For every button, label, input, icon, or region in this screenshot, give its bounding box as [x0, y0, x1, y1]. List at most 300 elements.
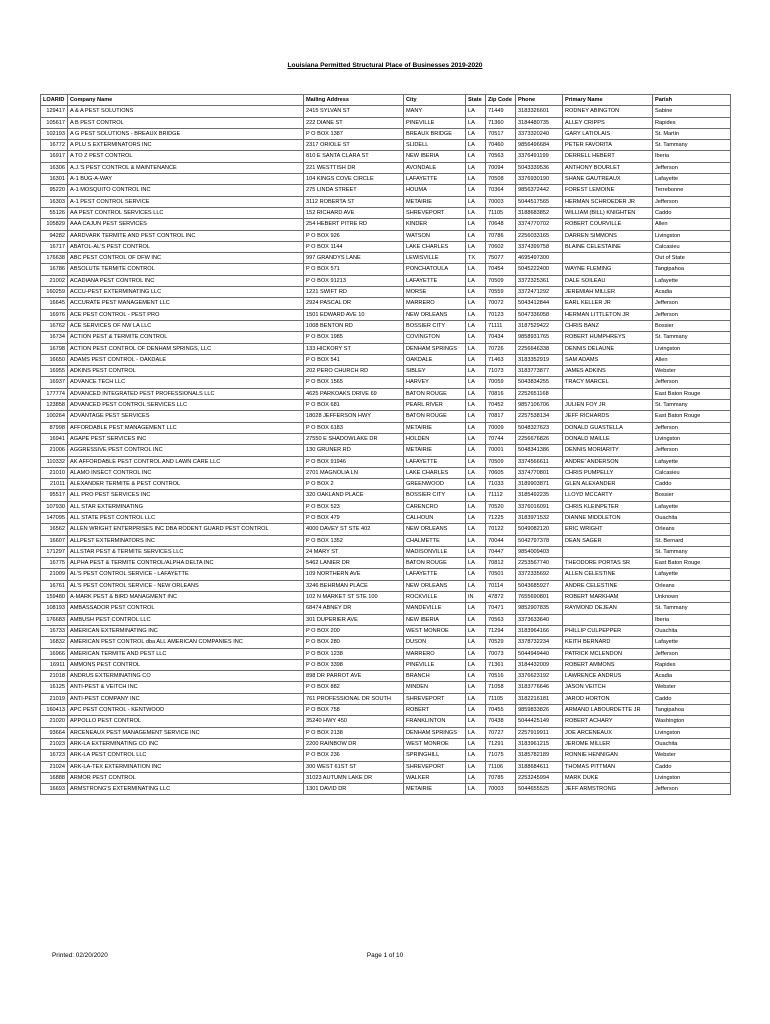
table-cell: LA: [466, 162, 486, 173]
table-cell: ARK-LA EXTERMINATING CO INC: [68, 738, 304, 749]
table-cell: P O BOX 758: [304, 705, 404, 716]
table-cell: NEW ORLEANS: [404, 580, 466, 591]
table-row: [41, 546, 731, 557]
table-cell: 3183773877: [516, 366, 563, 377]
table-cell: AA PEST CONTROL SERVICES LLC: [68, 207, 304, 218]
table-cell: ALL PRO PEST SERVICES INC: [68, 490, 304, 501]
table-cell: 2253567740: [516, 558, 563, 569]
table-cell: 27550 E SHADOWLAKE DR: [304, 433, 404, 444]
table-cell: 16734: [41, 332, 68, 343]
table-cell: LA: [466, 479, 486, 490]
table-cell: Caddo: [653, 761, 731, 772]
table-cell: 71075: [486, 750, 516, 761]
table-cell: SIBLEY: [404, 366, 466, 377]
table-cell: GLEN ALEXANDER: [563, 479, 653, 490]
table-row: [41, 580, 731, 591]
table-cell: LA: [466, 750, 486, 761]
column-header: Company Name: [68, 95, 304, 106]
table-cell: Jefferson: [653, 377, 731, 388]
table-cell: P O BOX 1565: [304, 377, 404, 388]
column-header: Primary Name: [563, 95, 653, 106]
table-cell: ADVANCED PEST CONTROL SERVICES LLC: [68, 400, 304, 411]
table-cell: 70726: [486, 343, 516, 354]
table-cell: 3374770801: [516, 467, 563, 478]
table-cell: CALHOUN: [404, 512, 466, 523]
table-cell: LA: [466, 275, 486, 286]
table-cell: DENHAM SPRINGS: [404, 727, 466, 738]
table-cell: LEWISVILLE: [404, 253, 466, 264]
table-cell: 221 WESTTISH DR: [304, 162, 404, 173]
table-row: [41, 603, 731, 614]
table-cell: 16717: [41, 241, 68, 252]
table-cell: 87998: [41, 422, 68, 433]
table-cell: APC PEST CONTROL - KENTWOOD: [68, 705, 304, 716]
table-cell: PINEVILLE: [404, 117, 466, 128]
table-cell: 159480: [41, 592, 68, 603]
table-cell: 16832: [41, 637, 68, 648]
table-cell: 4000 DAVEY ST STE 402: [304, 524, 404, 535]
table-cell: 71105: [486, 693, 516, 704]
table-row: [41, 377, 731, 388]
table-cell: 5044655525: [516, 784, 563, 795]
table-cell: 3184480735: [516, 117, 563, 128]
table-cell: 147095: [41, 512, 68, 523]
table-cell: Lafayette: [653, 456, 731, 467]
table-cell: LA: [466, 140, 486, 151]
table-cell: CHRIS KLEINPETER: [563, 501, 653, 512]
table-cell: BATON ROUGE: [404, 411, 466, 422]
table-cell: 102193: [41, 128, 68, 139]
table-cell: 71225: [486, 512, 516, 523]
table-cell: 9857106706: [516, 400, 563, 411]
table-cell: 70520: [486, 501, 516, 512]
table-cell: DENNIS MORIARITY: [563, 445, 653, 456]
table-cell: LA: [466, 106, 486, 117]
table-cell: BATON ROUGE: [404, 558, 466, 569]
table-cell: 70648: [486, 219, 516, 230]
table-row: [41, 230, 731, 241]
table-cell: LA: [466, 659, 486, 670]
table-cell: 3372325361: [516, 275, 563, 286]
table-cell: 3183776646: [516, 682, 563, 693]
table-cell: LAFAYETTE: [404, 569, 466, 580]
table-cell: Lafayette: [653, 174, 731, 185]
table-cell: LA: [466, 445, 486, 456]
table-row: [41, 569, 731, 580]
table-cell: LA: [466, 230, 486, 241]
table-cell: 3378732234: [516, 637, 563, 648]
table-cell: 100264: [41, 411, 68, 422]
table-cell: KINDER: [404, 219, 466, 230]
table-cell: 9852907835: [516, 603, 563, 614]
table-cell: LA: [466, 287, 486, 298]
table-cell: JEFF ARMSTRONG: [563, 784, 653, 795]
table-row: [41, 727, 731, 738]
table-cell: ALL STAR EXTERMINATING: [68, 501, 304, 512]
table-cell: Lafayette: [653, 501, 731, 512]
table-cell: 9858931765: [516, 332, 563, 343]
table-cell: 21009: [41, 569, 68, 580]
table-cell: ACADIANA PEST CONTROL INC: [68, 275, 304, 286]
table-cell: AMBUSH PEST CONTROL LLC: [68, 614, 304, 625]
table-cell: ROBERT MARKHAM: [563, 592, 653, 603]
table-cell: LAFAYETTE: [404, 456, 466, 467]
table-cell: 2415 SYLVAN ST: [304, 106, 404, 117]
table-row: [41, 648, 731, 659]
table-cell: 152 RICHARD AVE: [304, 207, 404, 218]
table-cell: 160413: [41, 705, 68, 716]
table-cell: 71073: [486, 366, 516, 377]
table-cell: DUSON: [404, 637, 466, 648]
table-cell: Jefferson: [653, 162, 731, 173]
table-row: [41, 117, 731, 128]
table-cell: Lafayette: [653, 275, 731, 286]
table-cell: ANTI-PEST & VEITCH INC: [68, 682, 304, 693]
table-cell: 55126: [41, 207, 68, 218]
table-cell: 16562: [41, 524, 68, 535]
table-cell: Orleans: [653, 580, 731, 591]
table-cell: 202 PERO CHURCH RD: [304, 366, 404, 377]
table-row: [41, 366, 731, 377]
table-cell: AMERICAN EXTERMINATING INC: [68, 625, 304, 636]
table-cell: Webster: [653, 366, 731, 377]
table-cell: 2256033165: [516, 230, 563, 241]
table-cell: 16723: [41, 750, 68, 761]
table-cell: LA: [466, 467, 486, 478]
table-cell: A-1 MOSQUITO CONTROL INC: [68, 185, 304, 196]
table-cell: Jefferson: [653, 445, 731, 456]
table-cell: METAIRIE: [404, 196, 466, 207]
table-cell: ACCURATE PEST MANAGEMENT LLC: [68, 298, 304, 309]
table-row: [41, 264, 731, 275]
table-cell: P O BOX 681: [304, 400, 404, 411]
table-cell: 5043412844: [516, 298, 563, 309]
table-cell: LAFAYETTE: [404, 275, 466, 286]
table-cell: 16762: [41, 320, 68, 331]
table-cell: 3182216181: [516, 693, 563, 704]
table-cell: ARCENEAUX PEST MANAGEMENT SERVICE INC: [68, 727, 304, 738]
table-cell: LA: [466, 151, 486, 162]
table-cell: LA: [466, 772, 486, 783]
table-cell: 70438: [486, 716, 516, 727]
table-cell: 5043834255: [516, 377, 563, 388]
table-row: [41, 207, 731, 218]
table-cell: [563, 253, 653, 264]
table-cell: ANDRE CELESTINE: [563, 580, 653, 591]
table-cell: WAYNE FLEMING: [563, 264, 653, 275]
table-cell: Allen: [653, 219, 731, 230]
table-cell: Bossier: [653, 320, 731, 331]
table-cell: 70123: [486, 309, 516, 320]
table-cell: 71106: [486, 761, 516, 772]
table-cell: AK AFFORDABLE PEST CONTROL AND LAWN CARE LLC: [68, 456, 304, 467]
table-cell: 16888: [41, 772, 68, 783]
table-row: [41, 343, 731, 354]
table-cell: 160259: [41, 287, 68, 298]
table-cell: ARMOR PEST CONTROL: [68, 772, 304, 783]
table-cell: Livingston: [653, 433, 731, 444]
table-cell: 110332: [41, 456, 68, 467]
table-cell: 9856496684: [516, 140, 563, 151]
column-header: Phone: [516, 95, 563, 106]
table-cell: LA: [466, 456, 486, 467]
table-cell: LA: [466, 490, 486, 501]
table-cell: LA: [466, 727, 486, 738]
table-cell: St. Bernard: [653, 535, 731, 546]
table-cell: ABSOLUTE TERMITE CONTROL: [68, 264, 304, 275]
table-cell: 3187529422: [516, 320, 563, 331]
table-cell: WILLIAM (BILL) KNIGHTEN: [563, 207, 653, 218]
table-cell: Caddo: [653, 693, 731, 704]
table-cell: ALLEY CRIPPS: [563, 117, 653, 128]
table-cell: Jefferson: [653, 309, 731, 320]
table-cell: Ouachita: [653, 625, 731, 636]
table-cell: 71058: [486, 682, 516, 693]
table-cell: SPRINGHILL: [404, 750, 466, 761]
table-cell: P O BOX 523: [304, 501, 404, 512]
table-cell: 21019: [41, 693, 68, 704]
table-cell: 24 MARY ST: [304, 546, 404, 557]
table-cell: ADVANTAGE PEST SERVICES: [68, 411, 304, 422]
table-row: [41, 524, 731, 535]
table-cell: 16966: [41, 648, 68, 659]
table-cell: IN: [466, 592, 486, 603]
table-cell: 3183352919: [516, 354, 563, 365]
table-cell: P O BOX 6183: [304, 422, 404, 433]
table-cell: DEAN SAGER: [563, 535, 653, 546]
table-cell: 3376930190: [516, 174, 563, 185]
table-cell: LA: [466, 422, 486, 433]
table-cell: DENHAM SPRINGS: [404, 343, 466, 354]
table-cell: ALLPEST EXTERMINATORS INC: [68, 535, 304, 546]
table-cell: Webster: [653, 750, 731, 761]
table-cell: LA: [466, 546, 486, 557]
table-cell: Unknown: [653, 592, 731, 603]
table-cell: Livingston: [653, 727, 731, 738]
table-cell: P O BOX 236: [304, 750, 404, 761]
table-cell: 3374399758: [516, 241, 563, 252]
table-cell: P O BOX 2: [304, 479, 404, 490]
table-cell: 70509: [486, 456, 516, 467]
table-cell: LA: [466, 411, 486, 422]
table-header-row: [41, 95, 731, 106]
table-cell: LA: [466, 433, 486, 444]
table-cell: LA: [466, 174, 486, 185]
table-row: [41, 716, 731, 727]
table-cell: 3184432009: [516, 659, 563, 670]
table-row: [41, 253, 731, 264]
table-cell: 130 GRUNER RD: [304, 445, 404, 456]
table-cell: 95517: [41, 490, 68, 501]
table-cell: 16125: [41, 682, 68, 693]
table-cell: Livingston: [653, 343, 731, 354]
table-cell: GARY LATIOLAIS: [563, 128, 653, 139]
table-cell: [563, 388, 653, 399]
table-cell: JULIEN FOY JR: [563, 400, 653, 411]
table-cell: Jefferson: [653, 648, 731, 659]
table-row: [41, 761, 731, 772]
table-cell: RONNIE HENNIGAN: [563, 750, 653, 761]
table-cell: Tangipahoa: [653, 264, 731, 275]
table-cell: 1301 DAVID DR: [304, 784, 404, 795]
table-row: [41, 682, 731, 693]
table-cell: 70003: [486, 784, 516, 795]
table-cell: 133 HICKORY ST: [304, 343, 404, 354]
table-cell: P O BOX 2138: [304, 727, 404, 738]
column-header: LOARID: [41, 95, 68, 106]
table-cell: AGAPE PEST SERVICES INC: [68, 433, 304, 444]
table-cell: CHRIS BANZ: [563, 320, 653, 331]
table-cell: 16955: [41, 366, 68, 377]
table-cell: NEW IBERIA: [404, 614, 466, 625]
table-cell: ADVANCED INTEGRATED PEST PROFESSIONALS LLC: [68, 388, 304, 399]
table-cell: ADAMS PEST CONTROL - OAKDALE: [68, 354, 304, 365]
table-row: [41, 467, 731, 478]
table-cell: 171297: [41, 546, 68, 557]
table-cell: St. Martin: [653, 128, 731, 139]
table-cell: 107930: [41, 501, 68, 512]
table-cell: 21024: [41, 761, 68, 772]
table-cell: ALPHA PEST & TERMITE CONTROL/ALPHA DELTA INC: [68, 558, 304, 569]
table-cell: AAA CAJUN PEST SERVICES: [68, 219, 304, 230]
table-cell: ALLEN CELESTINE: [563, 569, 653, 580]
table-cell: 31023 AUTUMN LAKE DR: [304, 772, 404, 783]
table-row: [41, 512, 731, 523]
table-cell: 810 E SANTA CLARA ST: [304, 151, 404, 162]
table-row: [41, 693, 731, 704]
table-cell: 3374566611: [516, 456, 563, 467]
table-cell: ARK-LA-TEX EXTERMINATION INC: [68, 761, 304, 772]
table-cell: P O BOX 926: [304, 230, 404, 241]
table-cell: P O BOX 280: [304, 637, 404, 648]
table-cell: 70812: [486, 558, 516, 569]
table-cell: WEST MONROE: [404, 625, 466, 636]
table-cell: 70529: [486, 637, 516, 648]
table-cell: AGGRESSIVE PEST CONTROL INC: [68, 445, 304, 456]
table-row: [41, 659, 731, 670]
table-cell: 21006: [41, 445, 68, 456]
table-cell: LA: [466, 693, 486, 704]
table-cell: P O BOX 200: [304, 625, 404, 636]
table-cell: 105829: [41, 219, 68, 230]
table-cell: LA: [466, 343, 486, 354]
table-cell: 16693: [41, 784, 68, 795]
table-cell: Ouachita: [653, 512, 731, 523]
table-cell: JASON VEITCH: [563, 682, 653, 693]
table-cell: AMERICAN PEST CONTROL dba ALL AMERICAN COMPANIES INC: [68, 637, 304, 648]
table-cell: JEROME MILLER: [563, 738, 653, 749]
table-cell: 16306: [41, 162, 68, 173]
table-cell: LA: [466, 185, 486, 196]
table-cell: 275 LINDA STREET: [304, 185, 404, 196]
table-cell: 9859833826: [516, 705, 563, 716]
table-cell: Livingston: [653, 772, 731, 783]
table-row: [41, 671, 731, 682]
table-cell: LA: [466, 332, 486, 343]
table-cell: 16786: [41, 264, 68, 275]
table-row: [41, 784, 731, 795]
table-row: [41, 772, 731, 783]
table-cell: 70094: [486, 162, 516, 173]
table-row: [41, 479, 731, 490]
table-row: [41, 174, 731, 185]
table-row: [41, 128, 731, 139]
table-cell: 21020: [41, 716, 68, 727]
table-cell: PINEVILLE: [404, 659, 466, 670]
table-cell: HERMAN SCHROEDER JR: [563, 196, 653, 207]
table-cell: LA: [466, 716, 486, 727]
table-cell: AVONDALE: [404, 162, 466, 173]
table-cell: ACTION PEST & TERMITE CONTROL: [68, 332, 304, 343]
table-cell: 3372335692: [516, 569, 563, 580]
table-cell: 70122: [486, 524, 516, 535]
table-row: [41, 501, 731, 512]
table-cell: ARK-LA PEST CONTROL LLC: [68, 750, 304, 761]
table-cell: WATSON: [404, 230, 466, 241]
table-cell: MARRERO: [404, 298, 466, 309]
table-cell: RAYMOND DEJEAN: [563, 603, 653, 614]
table-cell: BRANCH: [404, 671, 466, 682]
table-cell: A-MARK PEST & BIRD MANAGMENT INC: [68, 592, 304, 603]
table-cell: DERRELL HEBERT: [563, 151, 653, 162]
table-cell: HOLDEN: [404, 433, 466, 444]
table-cell: PEARL RIVER: [404, 400, 466, 411]
table-cell: ALL STATE PEST CONTROL LLC: [68, 512, 304, 523]
table-cell: ROBERT HUMPHREYS: [563, 332, 653, 343]
table-cell: Lafayette: [653, 637, 731, 648]
table-row: [41, 456, 731, 467]
table-cell: A-1 BUG-A-WAY: [68, 174, 304, 185]
table-cell: 3183971532: [516, 512, 563, 523]
table-cell: Caddo: [653, 207, 731, 218]
table-cell: 16301: [41, 174, 68, 185]
column-header: City: [404, 95, 466, 106]
table-cell: NEW IBERIA: [404, 151, 466, 162]
table-cell: 7655690801: [516, 592, 563, 603]
table-cell: LA: [466, 648, 486, 659]
table-cell: NEW ORLEANS: [404, 309, 466, 320]
table-cell: 5045222400: [516, 264, 563, 275]
table-cell: P O BOX 1985: [304, 332, 404, 343]
table-cell: 16761: [41, 580, 68, 591]
table-cell: LA: [466, 625, 486, 636]
table-cell: 2256676826: [516, 433, 563, 444]
table-cell: 16917: [41, 151, 68, 162]
table-cell: Lafayette: [653, 569, 731, 580]
table-cell: 93664: [41, 727, 68, 738]
table-cell: 21010: [41, 467, 68, 478]
table-cell: METAIRIE: [404, 784, 466, 795]
table-cell: 2252651168: [516, 388, 563, 399]
table-cell: St. Tammany: [653, 140, 731, 151]
table-cell: 70114: [486, 580, 516, 591]
table-cell: 16303: [41, 196, 68, 207]
table-cell: 3183961215: [516, 738, 563, 749]
table-cell: DONALD GUASTELLA: [563, 422, 653, 433]
table-cell: LA: [466, 705, 486, 716]
table-row: [41, 275, 731, 286]
table-cell: 70460: [486, 140, 516, 151]
table-cell: 21018: [41, 671, 68, 682]
table-cell: CHALMETTE: [404, 535, 466, 546]
table-row: [41, 241, 731, 252]
table-cell: 1221 SWIFT RD: [304, 287, 404, 298]
table-cell: 109 NORTHERN AVE: [304, 569, 404, 580]
table-cell: 104 KINGS COVE CIRCLE: [304, 174, 404, 185]
table-cell: 21011: [41, 479, 68, 490]
table-cell: LA: [466, 558, 486, 569]
table-cell: SLIDELL: [404, 140, 466, 151]
